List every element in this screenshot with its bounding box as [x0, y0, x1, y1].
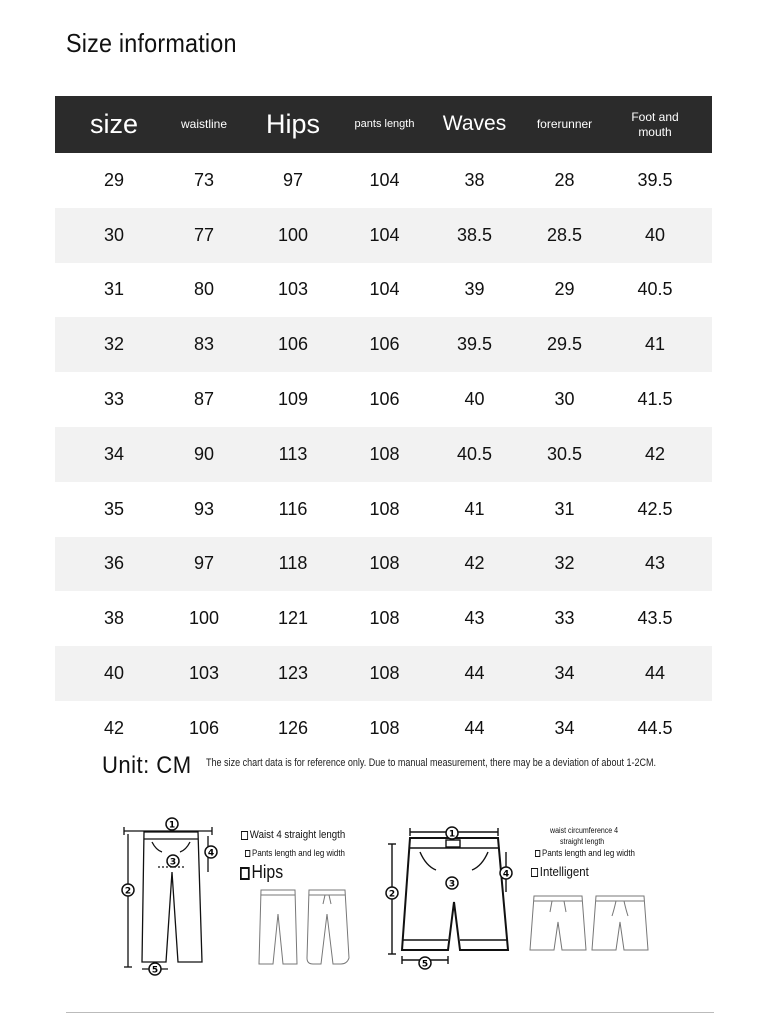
long-pants-icon [112, 812, 252, 982]
cell-foot-and-mouth: 42 [644, 443, 666, 464]
cell-forerunner: 30 [554, 389, 575, 410]
cell-size: 29 [103, 169, 125, 190]
header-size: size [89, 108, 138, 139]
cell-waves: 41 [464, 498, 485, 519]
cell-foot-and-mouth: 43.5 [637, 608, 673, 629]
table-header [55, 96, 712, 153]
cell-pants-length: 104 [369, 169, 400, 190]
cell-forerunner: 31 [554, 498, 575, 519]
header-hips: Hips [265, 108, 320, 139]
table-row [55, 482, 712, 537]
left-label-waist [241, 829, 345, 841]
cell-pants-length: 106 [369, 389, 400, 410]
cell-waves: 44 [464, 663, 485, 684]
cell-hips: 113 [278, 443, 308, 464]
header-forerunner: forerunner [536, 117, 593, 131]
pants-thumbnail-icon [255, 888, 355, 968]
marker-4: 4 [207, 848, 215, 859]
cell-waves: 44 [464, 717, 485, 738]
table-row [55, 646, 712, 701]
table-body [55, 153, 712, 756]
cell-size: 42 [103, 717, 125, 738]
cell-waves: 38.5 [456, 224, 493, 245]
cell-pants-length: 106 [369, 334, 400, 355]
cell-waistline: 77 [193, 224, 215, 245]
cell-forerunner: 28 [554, 169, 575, 190]
unit-label: Unit: CM [102, 752, 192, 779]
shorts-thumbnails [528, 892, 652, 956]
marker-2: 2 [124, 886, 132, 897]
bullet-icon [245, 850, 250, 857]
cell-foot-and-mouth: 42.5 [637, 498, 673, 519]
cell-waistline: 83 [193, 334, 215, 355]
long-pants-thumbnails [255, 888, 355, 968]
table-row [55, 427, 712, 482]
header-foot-and-mouth: Foot and mouth [631, 109, 679, 139]
cell-forerunner: 30.5 [546, 443, 583, 464]
table-row [55, 591, 712, 646]
marker-5: 5 [421, 959, 429, 970]
cell-size: 36 [103, 553, 125, 574]
left-label-hips [240, 862, 283, 883]
cell-size: 31 [103, 279, 125, 300]
left-label-length-text: Pants length and leg width [252, 848, 345, 858]
cell-hips: 97 [282, 169, 304, 190]
cell-pants-length: 104 [369, 279, 400, 300]
right-label-straight: straight length [560, 837, 605, 846]
right-label-length-text: Pants length and leg width [542, 848, 635, 858]
cell-size: 40 [103, 663, 125, 684]
shorts-diagram [382, 822, 522, 972]
disclaimer-note: The size chart data is for reference only. Due to manual measurement, there may be a deviation of about 1-2CM. [206, 757, 657, 769]
cell-waistline: 73 [193, 169, 215, 190]
cell-pants-length: 108 [369, 443, 400, 464]
cell-hips: 118 [278, 553, 308, 574]
cell-foot-and-mouth: 41 [644, 334, 666, 355]
cell-forerunner: 29 [554, 279, 575, 300]
cell-waistline: 80 [193, 279, 215, 300]
right-label-length [535, 848, 635, 858]
right-label-intelligent-text: Intelligent [539, 864, 589, 879]
marker-5: 5 [151, 965, 159, 976]
table-row [55, 537, 712, 592]
cell-forerunner: 34 [554, 717, 575, 738]
cell-forerunner: 34 [554, 663, 575, 684]
marker-3: 3 [448, 879, 456, 890]
shorts-thumbnail-icon [528, 892, 652, 956]
cell-forerunner: 33 [554, 608, 575, 629]
cell-foot-and-mouth: 43 [644, 553, 666, 574]
table-row [55, 372, 712, 427]
table-row [55, 208, 712, 263]
header-pants-length: pants length [354, 117, 415, 130]
cell-hips: 116 [278, 498, 308, 519]
cell-size: 34 [103, 443, 125, 464]
cell-waistline: 87 [193, 389, 215, 410]
left-label-hips-text: Hips [251, 862, 284, 882]
cell-waves: 40 [464, 389, 485, 410]
cell-foot-and-mouth: 44 [644, 663, 666, 684]
cell-waistline: 106 [188, 717, 220, 738]
cell-foot-and-mouth: 44.5 [637, 717, 673, 738]
cell-forerunner: 28.5 [546, 224, 583, 245]
marker-1: 1 [448, 829, 456, 840]
cell-waves: 40.5 [456, 443, 493, 464]
cell-size: 35 [103, 498, 125, 519]
marker-4: 4 [502, 869, 510, 880]
cell-foot-and-mouth: 40 [644, 224, 666, 245]
cell-pants-length: 104 [369, 224, 400, 245]
bullet-icon [531, 868, 538, 877]
cell-hips: 123 [277, 663, 309, 684]
cell-forerunner: 29.5 [546, 334, 583, 355]
cell-size: 32 [103, 334, 125, 355]
shorts-icon [382, 822, 522, 972]
cell-pants-length: 108 [369, 717, 400, 738]
cell-pants-length: 108 [369, 553, 400, 574]
marker-3: 3 [169, 857, 177, 868]
cell-foot-and-mouth: 41.5 [637, 389, 673, 410]
bullet-icon [241, 831, 248, 840]
right-label-waist: waist circumference 4 [550, 826, 619, 835]
page-title: Size information [66, 28, 237, 58]
cell-size: 30 [103, 224, 125, 245]
table-row [55, 263, 712, 318]
cell-hips: 121 [277, 608, 309, 629]
cell-waistline: 100 [188, 608, 220, 629]
cell-waves: 43 [464, 608, 485, 629]
marker-1: 1 [168, 820, 176, 831]
header-waistline: waistline [180, 117, 228, 131]
cell-waves: 42 [464, 553, 485, 574]
header-waves: Waves [442, 112, 507, 136]
cell-waves: 39.5 [456, 334, 493, 355]
cell-waves: 38 [464, 169, 485, 190]
cell-waves: 39 [464, 279, 485, 300]
table-row [55, 317, 712, 372]
cell-waistline: 90 [193, 443, 215, 464]
cell-pants-length: 108 [369, 663, 400, 684]
bullet-icon [535, 850, 540, 857]
cell-forerunner: 32 [554, 553, 575, 574]
cell-hips: 103 [277, 279, 309, 300]
table-row [55, 701, 712, 756]
bottom-divider [66, 1012, 714, 1013]
bullet-icon [240, 867, 250, 880]
cell-pants-length: 108 [369, 498, 400, 519]
left-label-length [245, 848, 345, 858]
cell-size: 33 [103, 389, 125, 410]
cell-foot-and-mouth: 39.5 [637, 169, 673, 190]
right-label-intelligent [531, 864, 589, 879]
cell-waistline: 97 [193, 553, 215, 574]
cell-hips: 126 [277, 717, 309, 738]
size-table [55, 96, 712, 756]
table-row [55, 153, 712, 208]
cell-hips: 106 [277, 334, 309, 355]
cell-size: 38 [103, 608, 125, 629]
cell-foot-and-mouth: 40.5 [637, 279, 673, 300]
cell-waistline: 103 [188, 663, 220, 684]
left-label-waist-text: Waist 4 straight length [249, 829, 346, 841]
marker-2: 2 [388, 889, 396, 900]
cell-hips: 100 [277, 224, 309, 245]
cell-pants-length: 108 [369, 608, 400, 629]
cell-hips: 109 [277, 389, 309, 410]
long-pants-diagram [112, 812, 252, 982]
cell-waistline: 93 [193, 498, 215, 519]
